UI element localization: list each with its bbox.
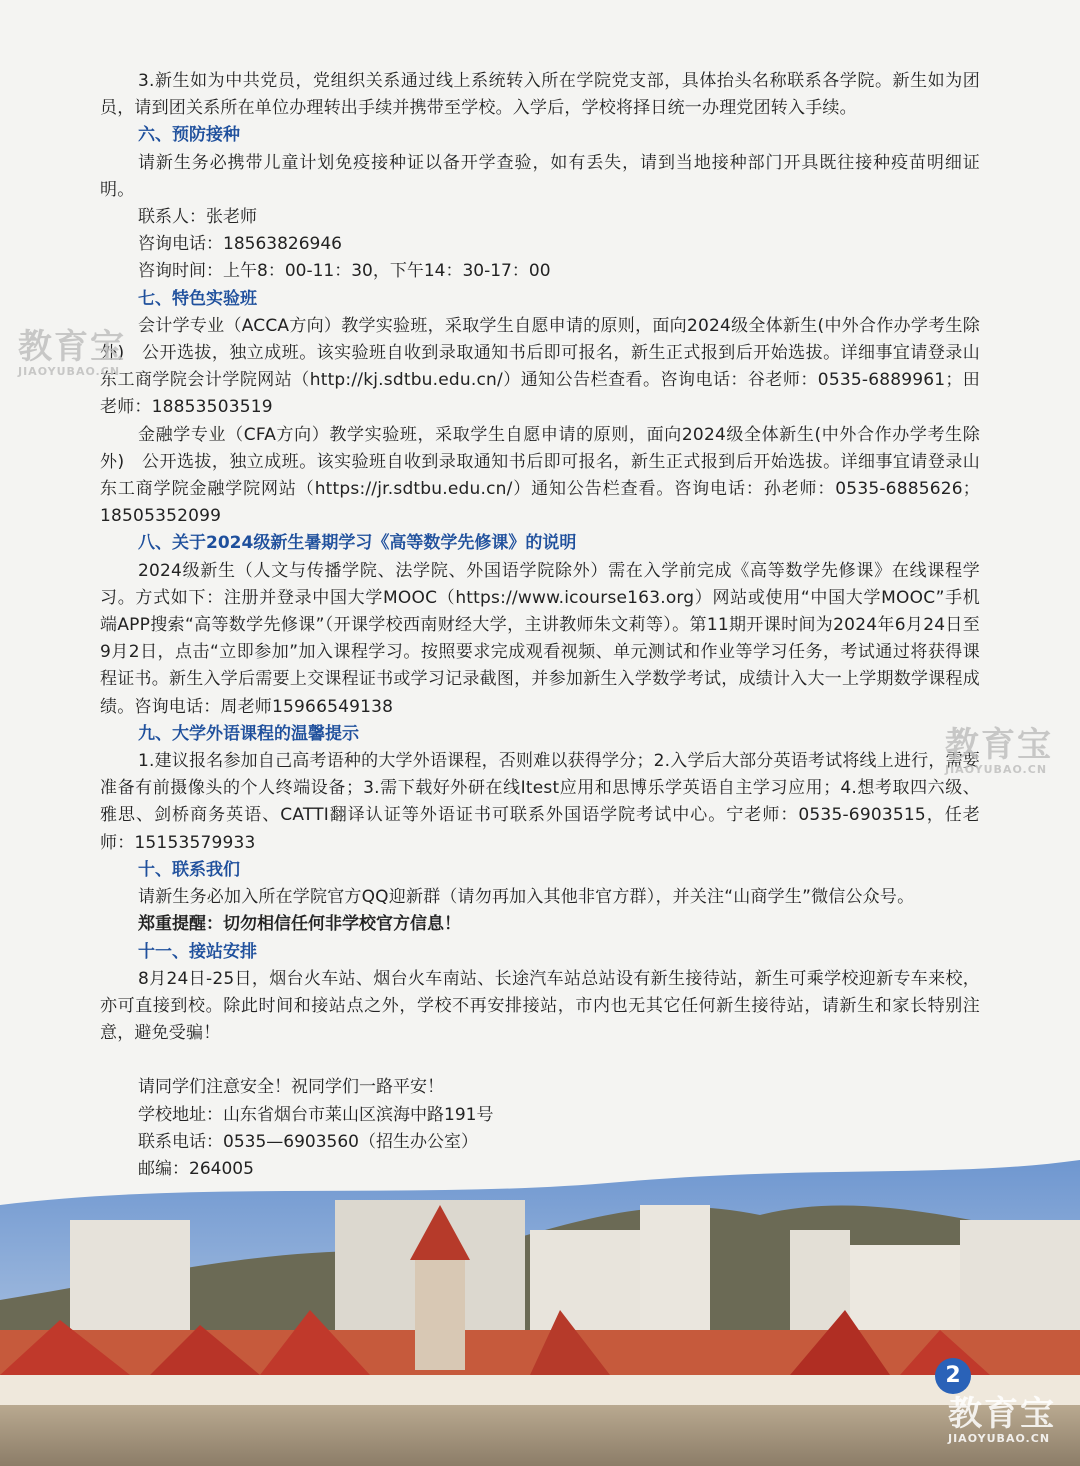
section-10-body: 请新生务必加入所在学院官方QQ迎新群（请勿再加入其他非官方群），并关注“山商学生”微信公众号。 bbox=[138, 887, 915, 908]
postcode: 邮编：264005 bbox=[138, 1158, 254, 1179]
intro-paragraph: 3.新生如为中共党员，党组织关系通过线上系统转入所在学院党支部，具体抬头名称联系各学院。新生如为团员，请到团关系所在单位办理转出手续并携带至学校。入学后，学校将择日统一办理党团转入手续。 bbox=[100, 71, 980, 119]
watermark-url: JIAOYUBAO.CN bbox=[945, 763, 1048, 776]
contact-phone: 联系电话：0535—6903560（招生办公室） bbox=[138, 1131, 478, 1152]
page-number-badge: 2 bbox=[935, 1358, 971, 1394]
section-10-heading: 十、联系我们 bbox=[138, 859, 240, 880]
section-7-cfa: 金融学专业（CFA方向）教学实验班，采取学生自愿申请的原则，面向2024级全体新生(中外合作办学考生除外) 公开选拔，独立成班。该实验班自收到录取通知书后即可报名，新生正式报到后开始选拔。详细事宜请登录山东工商学院金融学院网站（https://jr.sdtbu.edu.cn/）通知公告栏查看。咨询电话：孙老师：0535-6885626；18505352099 bbox=[100, 424, 980, 527]
section-8-body: 2024级新生（人文与传播学院、法学院、外国语学院除外）需在入学前完成《高等数学先修课》在线课程学习。方式如下：注册并登录中国大学MOOC（https://www.icourse163.org）网站或使用“中国大学MOOC”手机端APP搜索“高等数学先修课”（开课学校西南财经大学，主讲教师朱文莉等）。第11期开课时间为2024年6月24日至9月2日，点击“立即参加”加入课程学习。按照要求完成观看视频、单元测试和作业等学习任务，考试通过将获得课程证书。新生入学后需要上交课程证书或学习记录截图，并参加新生入学数学考试，成绩计入大一上学期数学课程成绩。咨询电话：周老师15966549138 bbox=[100, 560, 980, 717]
section-6-body: 请新生务必携带儿童计划免疫接种证以备开学查验，如有丢失，请到当地接种部门开具既往接种疫苗明细证明。 bbox=[100, 152, 980, 200]
section-6-phone: 咨询电话：18563826946 bbox=[138, 234, 342, 255]
watermark-url: JIAOYUBAO.CN bbox=[948, 1432, 1051, 1445]
section-8-heading: 八、关于2024级新生暑期学习《高等数学先修课》的说明 bbox=[138, 533, 577, 554]
watermark-url: JIAOYUBAO.CN bbox=[18, 365, 121, 378]
section-7-acca: 会计学专业（ACCA方向）教学实验班，采取学生自愿申请的原则，面向2024级全体新生(中外合作办学考生除外) 公开选拔，独立成班。该实验班自收到录取通知书后即可报名，新生正式报到后开始选拔。详细事宜请登录山东工商学院会计学院网站（http://kj.sdtbu.edu.cn/）通知公告栏查看。咨询电话：谷老师：0535-6889961；田老师：18853503519 bbox=[100, 315, 980, 418]
school-address: 学校地址：山东省烟台市莱山区滨海中路191号 bbox=[138, 1104, 494, 1125]
section-11-heading: 十一、接站安排 bbox=[138, 941, 257, 962]
section-6-hours: 咨询时间：上午8：00-11：30，下午14：30-17：00 bbox=[138, 261, 551, 282]
watermark-text: 教育宝 bbox=[948, 1394, 1056, 1434]
campus-photo bbox=[0, 1160, 1080, 1466]
section-9-heading: 九、大学外语课程的温馨提示 bbox=[138, 723, 359, 744]
watermark-text: 教育宝 bbox=[18, 327, 126, 367]
section-9-body: 1.建议报名参加自己高考语种的大学外语课程，否则难以获得学分；2.入学后大部分英语考试将线上进行，需要准备有前摄像头的个人终端设备；3.需下载好外研在线Itest应用和思博乐学英语自主学习应用；4.想考取四六级、雅思、剑桥商务英语、CATTI翻译认证等外语证书可联系外国语学院考试中心。宁老师：0535-6903515，任老师：15153579933 bbox=[100, 751, 980, 853]
section-6-heading: 六、预防接种 bbox=[138, 125, 240, 146]
section-6-contact: 联系人：张老师 bbox=[138, 207, 257, 228]
section-11-body: 8月24日-25日，烟台火车站、烟台火车南站、长途汽车站总站设有新生接待站，新生可乘学校迎新专车来校，亦可直接到校。除此时间和接站点之外，学校不再安排接站，市内也无其它任何新生接待站，请新生和家长特别注意，避免受骗！ bbox=[100, 968, 980, 1044]
warning-notice: 郑重提醒：切勿相信任何非学校官方信息！ bbox=[138, 914, 461, 935]
document-body bbox=[100, 68, 980, 1183]
section-7-heading: 七、特色实验班 bbox=[138, 288, 257, 309]
closing-wish: 请同学们注意安全！祝同学们一路平安！ bbox=[138, 1077, 444, 1098]
watermark-text: 教育宝 bbox=[945, 725, 1053, 765]
